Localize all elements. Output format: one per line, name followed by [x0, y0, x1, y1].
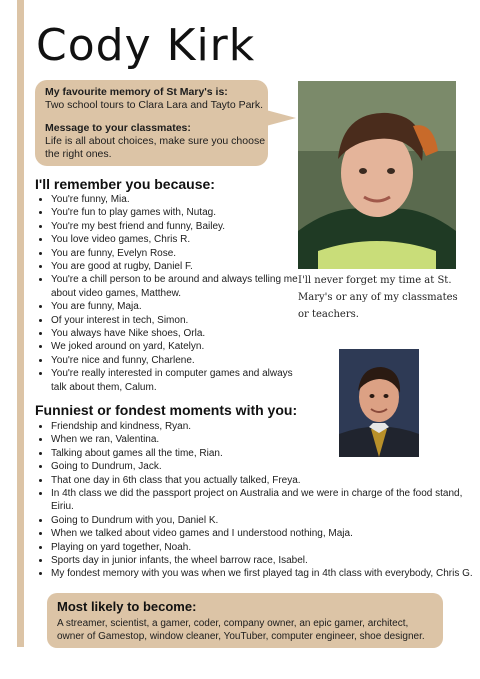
list-item: • Of your interest in tech, Simon.: [51, 314, 303, 327]
message-label: Message to your classmates:: [45, 122, 191, 134]
list-item: • You love video games, Chris R.: [51, 233, 303, 246]
portrait-image: [298, 81, 456, 269]
list-item: • Sports day in junior infants, the wheel barrow race, Isabel.: [51, 554, 480, 567]
list-item: • Talking about games all the time, Rian.: [51, 447, 480, 460]
most-likely-heading: Most likely to become:: [57, 599, 197, 614]
list-item: • You're nice and funny, Charlene.: [51, 354, 303, 367]
remember-list: [35, 193, 303, 394]
favourite-memory-text: Two school tours to Clara Lara and Tayto Park.: [45, 99, 264, 111]
list-item: • Going to Dundrum, Jack.: [51, 460, 480, 473]
list-item: • You're really interested in computer games and always talk about them, Calum.: [51, 367, 303, 394]
remember-heading: I'll remember you because:: [35, 176, 215, 192]
list-item: • You're fun to play games with, Nutag.: [51, 206, 303, 219]
list-item: • You always have Nike shoes, Orla.: [51, 327, 303, 340]
list-item: • You are good at rugby, Daniel F.: [51, 260, 303, 273]
list-item: • You're funny, Mia.: [51, 193, 303, 206]
list-item: • Friendship and kindness, Ryan.: [51, 420, 480, 433]
most-likely-text: A streamer, scientist, a gamer, coder, company owner, an epic gamer, architect, owner of Gamestop, window cleaner, YouTuber, computer engineer, shoe designer.: [57, 618, 425, 642]
student-photo-current: [298, 81, 456, 269]
list-item: • We joked around on yard, Katelyn.: [51, 340, 303, 353]
list-item: • Playing on yard together, Noah.: [51, 541, 480, 554]
list-item: • My fondest memory with you was when we first played tag in 4th class with everybody, Chris G.: [51, 567, 480, 580]
memory-message-box: [35, 80, 268, 166]
most-likely-box: [47, 593, 443, 648]
message-text: Life is all about choices, make sure you choose the right ones.: [45, 135, 266, 160]
funny-moments-list: [35, 420, 480, 581]
list-item: • Going to Dundrum with you, Daniel K.: [51, 514, 480, 527]
list-item: • That one day in 6th class that you actually talked, Freya.: [51, 474, 480, 487]
list-item: • You are funny, Evelyn Rose.: [51, 247, 303, 260]
favourite-memory-label: My favourite memory of St Mary's is:: [45, 86, 228, 98]
photo-caption: I'll never forget my time at St. Mary's or any of my classmates or teachers.: [298, 275, 458, 320]
funny-moments-heading: Funniest or fondest moments with you:: [35, 402, 298, 418]
speech-bubble-tail: [266, 110, 296, 126]
decorative-side-bar: [17, 0, 24, 647]
list-item: • You're a chill person to be around and always telling me about video games, Matthew.: [51, 273, 303, 300]
list-item: • When we talked about video games and I understood nothing, Maja.: [51, 527, 480, 540]
list-item: • In 4th class we did the passport project on Australia and we were in charge of the food stand, Eiriu.: [51, 487, 480, 514]
student-name: Cody Kirk: [36, 20, 256, 71]
list-item: • You're my best friend and funny, Bailey.: [51, 220, 303, 233]
list-item: • You are funny, Maja.: [51, 300, 303, 313]
list-item: • When we ran, Valentina.: [51, 433, 480, 446]
